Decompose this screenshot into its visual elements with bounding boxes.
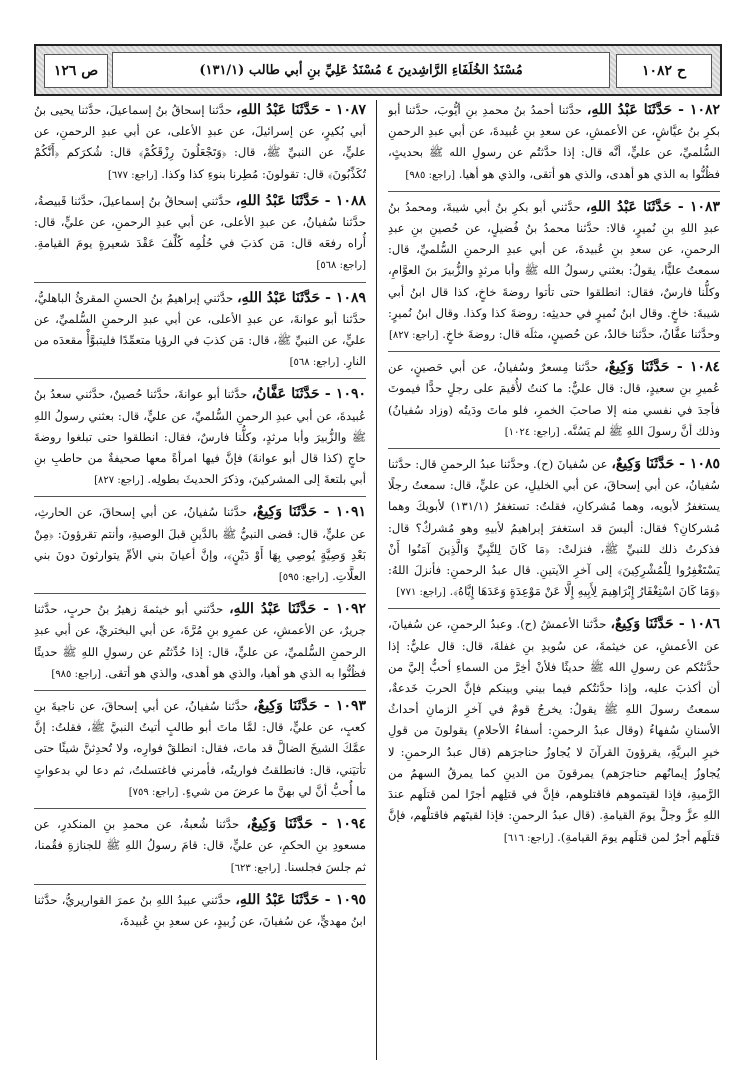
hadith-text: عن سُفيانَ (ح). وحدَّثنا عبدُ الرحمنِ قال: حدَّثنا سُفيانُ، عن أبي إسحاقَ، عن أبي الخليلِ، عن عليٍّ، قال: سمعتُ رجلًا يستغفرُ لأبويه، وهما مُشركانِ، فقلتُ: تستغفرُ (١٣١/١) لأبويكَ وهما مُشركانِ؟ فقال: أليسَ قد استغفرَ إبراهيمُ لأبيهِ وهو مُشركٌ؟ قال: فذكرتُ ذلك للنبيِّ ﷺ، فنزلتْ: ﴿مَا كَانَ لِلنَّبِيِّ وَالَّذِينَ آمَنُوا أَنْ يَسْتَغْفِرُوا لِلْمُشْرِكِينَ﴾ إلى آخرِ الآيتينِ. قال عبدُ الرحمنِ: فأنزلَ اللهُ: ﴿وَمَا كَانَ اسْتِغْفَارُ إِبْرَاهِيمَ لِأَبِيهِ إِلَّا عَنْ مَوْعِدَةٍ وَعَدَهَا إِيَّاهُ﴾. bbox=[388, 457, 720, 599]
hadith-text: حدَّثنا إسحاقُ بنُ إسماعيلَ، حدَّثنا يحيى بنُ أبي بُكيرٍ، عن إسرائيلَ، عن عبدِ الأعلى، عن أبي عبدِ الرحمنِ، عن عليٍّ، عن النبيِّ ﷺ، قال: ﴿وَتَجْعَلُونَ رِزْقَكُمْ﴾ قال: شُكرَكم ﴿أَنَّكُمْ تُكَذِّبُونَ﴾ قال: تقولونَ: مُطِرنا بنوءِ كذا وكذا. bbox=[34, 103, 366, 181]
hadith-text: حدَّثني عبيدُ اللهِ بنُ عمرَ القواريريُّ، حدَّثنا ابنُ مهديٍّ، عن سُفيانَ، عن زُبيدٍ، عن سعدِ بنِ عُبيدةَ، bbox=[34, 892, 366, 928]
running-title: مُسْنَدُ الخُلَفَاءِ الرَّاشِدينَ ٤ مُسْنَدُ عَلِيِّ بنِ أبي طالب (١٣١/١) bbox=[112, 52, 610, 88]
page-number: ص ١٢٦ bbox=[44, 54, 108, 88]
hadith-1084 bbox=[388, 357, 720, 449]
page-header bbox=[34, 44, 722, 96]
hadith-text: حدَّثنا أبو عوانةَ، حدَّثنا حُصينٌ، حدَّثني سعدُ بنُ عُبيدةَ، عن أبي عبدِ الرحمنِ السُّلميِّ، عن عليٍّ، قال: بعثني رسولُ اللهِ ﷺ والزُّبيرَ وأبا مرثدٍ، وكلُّنا فارسٌ، فقال: انطلقوا حتى تبلغوا روضةَ حاجٍ (كذا قال أبو عوانةَ) فإنَّ فيها امرأةً معها صحيفةٌ من حاطبِ بنِ أبي بلتعةَ إلى المشركينَ، وذكرَ الحديثَ بطولِه. bbox=[34, 387, 366, 487]
hadith-text: حدَّثنا سُفيانُ، عن أبي إسحاقَ، عن الحارثِ، عن عليٍّ، قال: قضى النبيُّ ﷺ بالدَّينِ قبلَ الوصيةِ، وأنتم تقرؤونَ: ﴿مِنْ بَعْدِ وَصِيَّةٍ يُوصِي بِهَا أَوْ دَيْنٍ﴾، وإنَّ أعيانَ بني الأمِّ يتوارثونَ دونَ بني العلَّاتِ. bbox=[34, 505, 366, 584]
hadith-text: حدَّثنا شُعبةُ، عن محمدِ بنِ المنكدرِ، عن مسعودِ بنِ الحكمِ، عن عليٍّ، قال: قامَ رسولُ اللهِ ﷺ للجنازةِ فقُمنا، ثم جلسَ فجلسنا. bbox=[34, 817, 366, 874]
hadith-range-label: ح ١٠٨٢ bbox=[616, 54, 712, 88]
hadith-text: حدَّثنا سُفيانُ، عن أبي إسحاقَ، عن ناجيةَ بنِ كعبٍ، عن عليٍّ، قال: لمَّا ماتَ أبو طالبٍ أتيتُ النبيَّ ﷺ، فقلتُ: إنَّ عمَّكَ الشيخَ الضالَّ قد ماتَ، فقال: انطلقْ فوارِه، ولا تُحدِثنَّ شيئًا حتى تأتيَني، قال: فانطلقتُ فواريتُه، فأمرني فاغتسلتُ، ثم دعا لي بدعواتٍ ما أُحبُّ أنَّ لي بهنَّ ما عرضَ من شيءٍ. bbox=[34, 699, 366, 798]
hadith-number: ١٠٨٩ - حَدَّثَنَا عَبْدُ اللهِ، bbox=[237, 289, 366, 306]
hadith-text: حدَّثني أبو بكرِ بنُ أبي شيبةَ، ومحمدُ بنُ عبدِ اللهِ بنِ نُميرٍ، قالا: حدَّثنا محمدُ بنُ فُضيلٍ، عن حُصينِ بنِ عبدِ الرحمنِ، عن سعدِ بنِ عُبيدةَ، عن أبي عبدِ الرحمنِ السُّلميِّ، قال: سمعتُ عليًّا، يقولُ: بعثني رسولُ الله ﷺ وأبا مرثدٍ والزُّبيرَ بنَ العوَّامِ، وكلُّنا فارسٌ، فقال: انطلقوا حتى تأتوا روضةَ خاخٍ، كذا قال ابنُ أبي شيبةَ: خاخٍ. وقال ابنُ نُميرٍ في حديثِه: روضةَ كذا وكذا. وقال ابنُ نُميرٍ: وحدَّثنا عفَّانُ، حدَّثنا خالدٌ، عن حُصينٍ، مثلَه قال: روضةَ خاخٍ. bbox=[388, 199, 720, 342]
hadith-reference: [راجع: ٦٢٣] bbox=[230, 862, 281, 874]
hadith-1082 bbox=[388, 100, 720, 192]
hadith-text: حدَّثني أبو خيثمةَ زهيرُ بنُ حربٍ، حدَّثنا جريرٌ، عن الأعمشِ، عن عمرِو بنِ مُرَّةَ، عن أبي البختريِّ، عن أبي عبدِ الرحمنِ السُّلميِّ، عن عليٍّ، قال: إذا حُدِّثتُم عن رسولِ اللهِ ﷺ حديثًا فظُنُّوا به الذي هو أهيا، والذي هو أهدى، والذي هو أتقى. bbox=[34, 602, 366, 680]
hadith-number: ١٠٩١ - حَدَّثَنَا وَكِيعٌ، bbox=[252, 504, 366, 521]
right-column bbox=[388, 100, 720, 1070]
hadith-reference: [راجع: ٥٦٨] bbox=[316, 260, 366, 272]
hadith-reference: [راجع: ٥٦٨] bbox=[289, 357, 340, 369]
hadith-reference: [راجع: ٧٥٩] bbox=[128, 786, 179, 798]
hadith-1087 bbox=[34, 100, 366, 186]
hadith-1092 bbox=[34, 599, 366, 691]
hadith-text: حدَّثني إسحاقُ بنُ إسماعيلَ، حدَّثنا قَبيصةُ، حدَّثنا سُفيانُ، عن عبدِ الأعلى، عن أبي عبدِ الرحمنِ، عن عليٍّ، قال: أُراه رفعَه قال: مَن كذبَ في حُلُمِه كُلِّفَ عَقْدَ شعيرةٍ يومَ القيامةِ. bbox=[34, 193, 366, 251]
hadith-1085 bbox=[388, 454, 720, 609]
hadith-reference: [راجع: ٥٩٥] bbox=[278, 572, 329, 584]
hadith-text: حدَّثنا الأعمشُ (ح). وعبدُ الرحمنِ، عن سُفيانَ، عن الأعمشِ، عن خيثمةَ، عن سُويدِ بنِ غفلةَ، قال: قال عليٌّ: إذا حدَّثتُكم عن رسولِ الله ﷺ حديثًا فلأنْ أخِرَّ من السماءِ أحبُّ إليَّ من أن أكذبَ عليه، وإذا حدَّثتُكم فيما بيني وبينكم فإنَّ الحربَ خَدعةٌ، سمعتُ رسولَ اللهِ ﷺ يقولُ: يخرجُ قومٌ في آخرِ الزمانِ أحداثُ الأسنانِ سُفهاءُ (وقال عبدُ الرحمنِ: أسفاءُ الأحلامِ) يقولونَ من قولِ خيرِ البريَّةِ، يقرؤونَ القرآنَ لا يُجاوزُ حناجرَهم (قال عبدُ الرحمنِ: لا يُجاوزُ إيمانُهم حناجرَهم) يمرقونَ من الدينِ كما يمرقُ السهمُ من الرَّميةِ، فإذا لقيتموهم فاقتلوهم، فإنَّ في قتلِهم أجرًا لمن قتلَهم عندَ اللهِ عزَّ وجلَّ يومَ القيامةِ. (قال عبدُ الرحمنِ: فإذا لقيتَهم فاقتلْهم، فإنَّ قتلَهم أجرٌ لمن قتلَهم يومَ القيامةِ). bbox=[388, 617, 720, 844]
hadith-reference: [راجع: ٦١٦] bbox=[503, 832, 554, 844]
hadith-1086 bbox=[388, 614, 720, 848]
hadith-number: ١٠٨٤ - حَدَّثَنَا وَكِيعٌ، bbox=[604, 359, 720, 376]
hadith-1083 bbox=[388, 197, 720, 352]
hadith-number: ١٠٩٣ - حَدَّثَنَا وَكِيعٌ، bbox=[253, 698, 366, 715]
hadith-reference: [راجع: ٩٨٥] bbox=[51, 668, 101, 680]
hadith-number: ١٠٨٦ - حَدَّثَنَا وَكِيعٌ، bbox=[610, 616, 720, 633]
hadith-number: ١٠٩٤ - حَدَّثَنَا وَكِيعٌ، bbox=[246, 816, 366, 833]
hadith-reference: [راجع: ٨٢٧] bbox=[94, 475, 144, 487]
hadith-text: حدَّثني إبراهيمُ بنُ الحسنِ المقرئُ الباهليُّ، حدَّثنا أبو عوانةَ، عن عبدِ الأعلى، عن أبي عبدِ الرحمنِ السُّلميِّ، عن عليٍّ، عن النبيِّ ﷺ، قال: مَن كذبَ في الرؤيا متعمِّدًا فليتبوَّأْ مقعدَه من النارِ. bbox=[34, 290, 366, 369]
hadith-reference: [راجع: ٨٢٧] bbox=[388, 330, 439, 342]
hadith-1094 bbox=[34, 814, 366, 885]
column-divider bbox=[376, 100, 377, 1060]
hadith-number: ١٠٨٨ - حَدَّثَنَا عَبْدُ اللهِ، bbox=[235, 192, 366, 209]
hadith-1091 bbox=[34, 502, 366, 594]
hadith-1088 bbox=[34, 191, 366, 283]
hadith-number: ١٠٨٥ - حَدَّثَنَا وَكِيعٌ، bbox=[611, 456, 720, 473]
hadith-number: ١٠٩٥ - حَدَّثَنَا عَبْدُ اللهِ، bbox=[235, 891, 366, 908]
hadith-reference: [راجع: ١٠٢٤] bbox=[504, 426, 560, 438]
hadith-number: ١٠٨٢ - حَدَّثَنَا عَبْدُ اللهِ، bbox=[586, 102, 720, 118]
hadith-number: ١٠٨٧ - حَدَّثَنَا عَبْدُ اللهِ، bbox=[236, 102, 366, 118]
hadith-text: حدَّثنا مِسعرٌ وسُفيانُ، عن أبي حَصينٍ، عن عُميرِ بنِ سعيدٍ، قال: قال عليٌّ: ما كنتُ لأُقيمَ على رجلٍ حدًّا فيموتَ فأجدَ في نفسي منه إلا صاحبَ الخمرِ، فلو ماتَ ودَيتُه (وزاد سُفيانُ) وذلك أنَّ رسولَ اللهِ ﷺ لم يَسُنَّه. bbox=[388, 360, 720, 438]
left-column bbox=[34, 100, 366, 1070]
hadith-1095 bbox=[34, 890, 366, 933]
hadith-reference: [راجع: ٩٨٥] bbox=[405, 169, 455, 181]
hadith-number: ١٠٩٠ - حَدَّثَنَا عَفَّانُ، bbox=[251, 386, 366, 403]
hadith-text: حدَّثنا أحمدُ بنُ محمدِ بنِ أيُّوبَ، حدَّثنا أبو بكرِ بنُ عيَّاشٍ، عن الأعمشِ، عن سعدِ بنِ عُبيدةَ، عن أبي عبدِ الرحمنِ السُّلميِّ، عن عليٍّ، أنَّه قال: إذا حدَّثتُم عن رسولِ الله ﷺ بحديثٍ، فظُنُّوا به الذي هو أهدى، والذي هو أتقى، والذي هو أهيا. bbox=[388, 103, 720, 181]
hadith-1089 bbox=[34, 288, 366, 380]
hadith-1090 bbox=[34, 384, 366, 497]
hadith-reference: [راجع: ٦٧٧] bbox=[107, 169, 158, 181]
hadith-reference: [راجع: ٧٧١] bbox=[396, 587, 446, 599]
hadith-number: ١٠٩٢ - حَدَّثَنَا عَبْدُ اللهِ، bbox=[229, 601, 366, 618]
hadith-1093 bbox=[34, 696, 366, 809]
hadith-number: ١٠٨٣ - حَدَّثَنَا عَبْدُ اللهِ، bbox=[585, 198, 720, 215]
